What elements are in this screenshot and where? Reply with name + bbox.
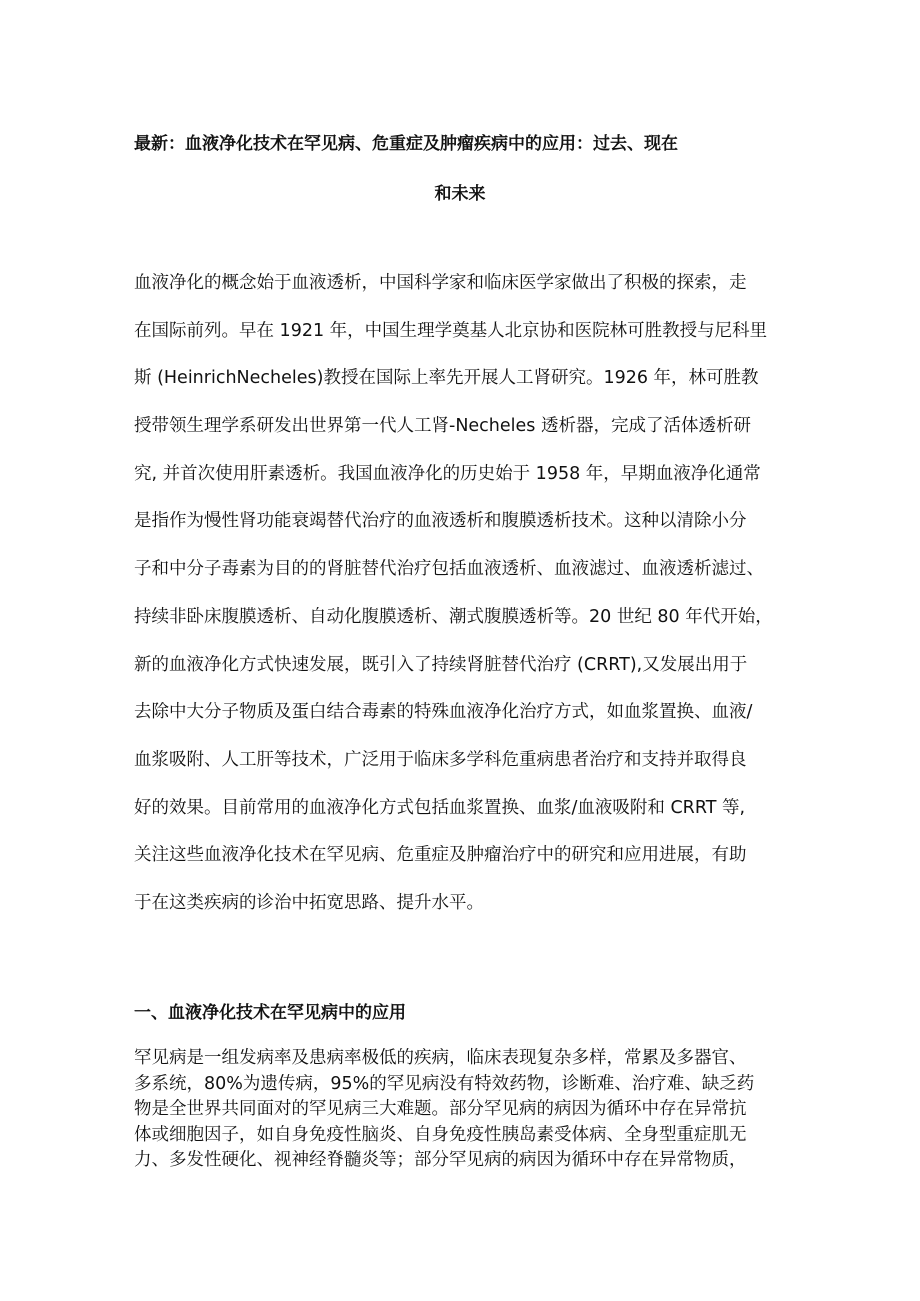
intro-line: 血液净化的概念始于血液透析，中国科学家和临床医学家做出了积极的探索，走 (134, 273, 747, 293)
intro-line: 新的血液净化方式快速发展，既引入了持续肾脏替代治疗 (CRRT),又发展出用于 (134, 654, 748, 675)
intro-line: 授带领生理学系研发出世界第一代人工肾-Necheles 透析器，完成了活体透析研 (134, 416, 751, 437)
section-heading-1: 一、血液净化技术在罕见病中的应用 (134, 1003, 406, 1023)
section-1-line: 罕见病是一组发病率及患病率极低的疾病，临床表现复杂多样，常累及多器官、 (134, 1048, 747, 1068)
intro-line: 关注这些血液净化技术在罕见病、危重症及肿瘤治疗中的研究和应用进展，有助 (134, 845, 747, 866)
section-1-paragraph (134, 1046, 814, 1174)
intro-line: 好的效果。目前常用的血液净化方式包括血浆置换、血浆/血液吸附和 CRRT 等, (134, 797, 746, 818)
intro-paragraph (134, 268, 814, 936)
intro-line: 究, 并首次使用肝素透析。我国血液净化的历史始于 1958 年，早期血液净化通常 (134, 463, 761, 484)
intro-line: 去除中大分子物质及蛋白结合毒素的特殊血液净化治疗方式，如血浆置换、血液/ (134, 702, 753, 723)
intro-line: 是指作为慢性肾功能衰竭替代治疗的血液透析和腹膜透析技术。这种以清除小分 (134, 511, 747, 532)
intro-line: 斯 (HeinrichNecheles)教授在国际上率先开展人工肾研究。1926 年，林可胜教 (134, 368, 759, 389)
document-title-line-2: 和未来 (434, 184, 486, 204)
intro-line: 在国际前列。早在 1921 年，中国生理学奠基人北京协和医院林可胜教授与尼科里 (134, 320, 768, 341)
intro-line: 于在这类疾病的诊治中拓宽思路、提升水平。 (134, 892, 484, 913)
section-1-line: 多系统，80%为遗传病，95%的罕见病没有特效药物，诊断难、治疗难、缺乏药 (134, 1073, 755, 1094)
intro-line: 持续非卧床腹膜透析、自动化腹膜透析、潮式腹膜透析等。20 世纪 80 年代开始， (134, 606, 773, 627)
intro-line: 子和中分子毒素为目的的肾脏替代治疗包括血液透析、血液滤过、血液透析滤过、 (134, 559, 764, 580)
section-1-line: 物是全世界共同面对的罕见病三大难题。部分罕见病的病因为循环中存在异常抗 (134, 1099, 747, 1119)
section-1-line: 体或细胞因子，如自身免疫性脑炎、自身免疫性胰岛素受体病、全身型重症肌无 (134, 1124, 747, 1145)
intro-line: 血浆吸附、人工肝等技术，广泛用于临床多学科危重病患者治疗和支持并取得良 (134, 749, 747, 770)
section-1-line: 力、多发性硬化、视神经脊髓炎等；部分罕见病的病因为循环中存在异常物质， (134, 1150, 747, 1170)
document-title-line-1: 最新：血液净化技术在罕见病、危重症及肿瘤疾病中的应用：过去、现在 (134, 134, 678, 154)
